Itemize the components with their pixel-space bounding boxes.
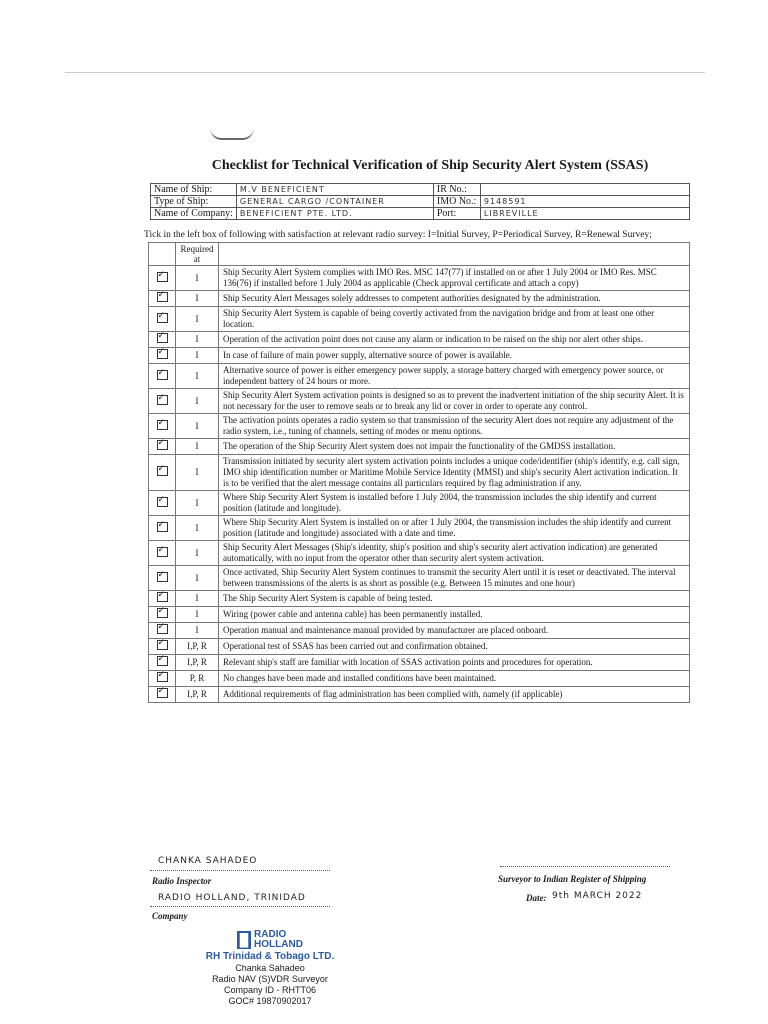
inspector-signature-line — [150, 870, 330, 871]
checklist-body — [149, 266, 690, 703]
checklist-row — [149, 455, 690, 491]
checklist-row — [149, 607, 690, 623]
checklist-row — [149, 655, 690, 671]
row-text: Where Ship Security Alert System is installed before 1 July 2004, the transmission includes the ship identify and current position (latitude and longitude). — [219, 491, 690, 516]
tick-checkbox[interactable] — [157, 333, 168, 343]
row-checkbox-cell — [149, 307, 176, 332]
row-text: Operation manual and maintenance manual provided by manufacturer are placed onboard. — [219, 623, 690, 639]
tick-checkbox[interactable] — [157, 395, 168, 405]
row-checkbox-cell — [149, 389, 176, 414]
row-required: I — [176, 291, 219, 307]
date-value: 9th MARCH 2022 — [552, 891, 643, 901]
row-text: Ship Security Alert Messages (Ship's identity, ship's position and ship's security alert activation indication) are generated automatically, with no input from the operator other than security alert system activation. — [219, 541, 690, 566]
surveyor-signature-line — [500, 866, 670, 867]
stamp-company: RH Trinidad & Tobago LTD. — [205, 951, 335, 962]
checklist-row — [149, 307, 690, 332]
tick-checkbox[interactable] — [157, 656, 168, 666]
row-checkbox-cell — [149, 348, 176, 364]
tick-checkbox[interactable] — [157, 440, 168, 450]
row-checkbox-cell — [149, 414, 176, 439]
tick-checkbox[interactable] — [157, 672, 168, 682]
tick-checkbox[interactable] — [157, 349, 168, 359]
row-checkbox-cell — [149, 439, 176, 455]
row-required: I — [176, 332, 219, 348]
imo-label: IMO No.: — [433, 196, 480, 208]
row-required: I — [176, 364, 219, 389]
header-required: Required at — [176, 243, 219, 266]
row-checkbox-cell — [149, 687, 176, 703]
row-required: I — [176, 516, 219, 541]
row-text: The activation points operates a radio system so that transmission of the security Alert does not require any adjustment of the radio system, i.e., tuning of channels, setting of modes or menu options. — [219, 414, 690, 439]
row-text: Operation of the activation point does not cause any alarm or indication to be raised on the ship nor alert other ships. — [219, 332, 690, 348]
tick-checkbox[interactable] — [157, 272, 168, 282]
row-text: Operational test of SSAS has been carried out and confirmation obtained. — [219, 639, 690, 655]
tick-checkbox[interactable] — [157, 370, 168, 380]
ship-name-label: Name of Ship: — [151, 184, 237, 196]
row-required: I,P, R — [176, 687, 219, 703]
checklist-row — [149, 516, 690, 541]
top-rule — [65, 72, 705, 73]
tick-checkbox[interactable] — [157, 640, 168, 650]
header-text-col — [219, 243, 690, 266]
logo-line2: HOLLAND — [254, 939, 303, 950]
tick-checkbox[interactable] — [157, 466, 168, 476]
surveyor-label: Surveyor to Indian Register of Shipping — [498, 874, 647, 884]
port-label: Port: — [433, 208, 480, 220]
checklist-row — [149, 348, 690, 364]
checklist-row — [149, 566, 690, 591]
stamp-name: Chanka Sahadeo — [235, 963, 305, 973]
inspector-label: Radio Inspector — [152, 876, 212, 886]
row-required: I — [176, 455, 219, 491]
tick-checkbox[interactable] — [157, 624, 168, 634]
checklist-row — [149, 491, 690, 516]
document-title: Checklist for Technical Verification of Ship Security Alert System (SSAS) — [211, 158, 649, 173]
row-required: P, R — [176, 671, 219, 687]
row-text: Ship Security Alert System complies with IMO Res. MSC 147(77) if installed on or after 1 July 2004 or IMO Res. MSC 136(76) if installed before 1 July 2004 as applicable (Check approval certificate and attach a copy) — [219, 266, 690, 291]
row-checkbox-cell — [149, 364, 176, 389]
tick-checkbox[interactable] — [157, 292, 168, 302]
row-required: I — [176, 607, 219, 623]
row-text: In case of failure of main power supply, alternative source of power is available. — [219, 348, 690, 364]
checklist-row — [149, 291, 690, 307]
row-text: Ship Security Alert System activation points is designed so as to prevent the inadvertent initiation of the ship security Alert. It is not necessary for the user to remove seals or to break any lid or cover in order to operate any control. — [219, 389, 690, 414]
stamp-role: Radio NAV (S)VDR Surveyor — [212, 974, 328, 984]
checklist-row — [149, 414, 690, 439]
row-checkbox-cell — [149, 455, 176, 491]
row-text: The operation of the Ship Security Alert system does not impair the functionality of the GMDSS installation. — [219, 439, 690, 455]
company-stamp — [150, 930, 390, 1007]
inspector-signature: CHANKA SAHADEO — [158, 856, 258, 866]
tick-checkbox[interactable] — [157, 420, 168, 430]
row-text: Additional requirements of flag administration has been complied with, namely (if applicable) — [219, 687, 690, 703]
checklist-row — [149, 332, 690, 348]
tick-checkbox[interactable] — [157, 497, 168, 507]
row-required: I — [176, 591, 219, 607]
row-text: Where Ship Security Alert System is installed on or after 1 July 2004, the transmission includes the ship identify and current position (latitude and longitude) associated with a date and time. — [219, 516, 690, 541]
tick-checkbox[interactable] — [157, 608, 168, 618]
row-required: I — [176, 307, 219, 332]
logo-line1: RADIO — [254, 929, 287, 940]
tick-checkbox[interactable] — [157, 313, 168, 323]
row-text: Once activated, Ship Security Alert System continues to transmit the security Alert until it is reset or deactivated. The interval between transmissions of the alerts is as short as possible (e.g. Between 15 minutes and one hour) — [219, 566, 690, 591]
row-required: I — [176, 266, 219, 291]
port-value: LIBREVILLE — [480, 208, 689, 220]
imo-value: 9148591 — [480, 196, 689, 208]
tick-checkbox[interactable] — [157, 547, 168, 557]
checklist-row — [149, 364, 690, 389]
row-text: Alternative source of power is either emergency power supply, a storage battery charged with emergency power source, or independent battery of 24 hours or more. — [219, 364, 690, 389]
checklist-row — [149, 541, 690, 566]
ship-info-table — [150, 183, 690, 220]
instruction-text: Tick in the left box of following with satisfaction at relevant radio survey: I=Initial Survey, P=Periodical Survey, R=Renewal Survey; — [144, 230, 652, 240]
checklist-row — [149, 591, 690, 607]
tick-checkbox[interactable] — [157, 522, 168, 532]
ship-type-value: GENERAL CARGO /CONTAINER — [236, 196, 433, 208]
row-checkbox-cell — [149, 266, 176, 291]
row-text: The Ship Security Alert System is capable of being tested. — [219, 591, 690, 607]
row-text: Ship Security Alert Messages solely addresses to competent authorities designated by the administration. — [219, 291, 690, 307]
row-checkbox-cell — [149, 291, 176, 307]
row-text: Ship Security Alert System is capable of being covertly activated from the navigation bridge and from at least one other location. — [219, 307, 690, 332]
checklist-row — [149, 439, 690, 455]
row-text: No changes have been made and installed conditions have been maintained. — [219, 671, 690, 687]
header-checkbox-col — [149, 243, 176, 266]
checklist-table — [148, 242, 690, 703]
row-required: I — [176, 566, 219, 591]
row-checkbox-cell — [149, 491, 176, 516]
company-signature-line — [150, 906, 330, 907]
row-checkbox-cell — [149, 566, 176, 591]
checklist-row — [149, 389, 690, 414]
checklist-row — [149, 639, 690, 655]
row-required: I — [176, 491, 219, 516]
checklist-row — [149, 687, 690, 703]
ship-type-label: Type of Ship: — [151, 196, 237, 208]
date-label: Date: — [526, 893, 547, 903]
company-label: Company — [152, 911, 188, 921]
company-signature: RADIO HOLLAND, TRINIDAD — [158, 893, 306, 903]
row-required: I — [176, 541, 219, 566]
row-text: Transmission initiated by security alert system activation points includes a unique code/identifier (ship's identify, e.g. call sign, IMO ship identification number or Maritime Mobile Service Identity (MMSI) and ship's security Alert activation indication. It is to be verified that the alert message contains all particulars required by flag administration if any. — [219, 455, 690, 491]
ir-label: IR No.: — [433, 184, 480, 196]
row-required: I — [176, 389, 219, 414]
stamp-goc: GOC# 19870902017 — [228, 996, 312, 1006]
company-value: BENEFICIENT PTE. LTD. — [236, 208, 433, 220]
row-required: I,P, R — [176, 655, 219, 671]
row-required: I,P, R — [176, 639, 219, 655]
stamp-company-id: Company ID - RHTT06 — [223, 985, 317, 995]
company-label: Name of Company: — [151, 208, 237, 220]
checklist-row — [149, 671, 690, 687]
tick-checkbox[interactable] — [157, 572, 168, 582]
checklist-row — [149, 266, 690, 291]
row-required: I — [176, 348, 219, 364]
row-required: I — [176, 439, 219, 455]
tick-checkbox[interactable] — [157, 592, 168, 602]
row-text: Relevant ship's staff are familiar with location of SSAS activation points and procedures for operation. — [219, 655, 690, 671]
row-checkbox-cell — [149, 516, 176, 541]
row-required: I — [176, 623, 219, 639]
ir-value — [480, 184, 689, 196]
seal-emblem — [210, 128, 254, 140]
row-text: Wiring (power cable and antenna cable) has been permanently installed. — [219, 607, 690, 623]
tick-checkbox[interactable] — [157, 688, 168, 698]
row-checkbox-cell — [149, 541, 176, 566]
row-required: I — [176, 414, 219, 439]
radio-holland-logo — [150, 930, 390, 950]
ship-name-value: M.V BENEFICIENT — [236, 184, 433, 196]
radio-holland-logo-mark: █ — [237, 931, 251, 949]
checklist-row — [149, 623, 690, 639]
